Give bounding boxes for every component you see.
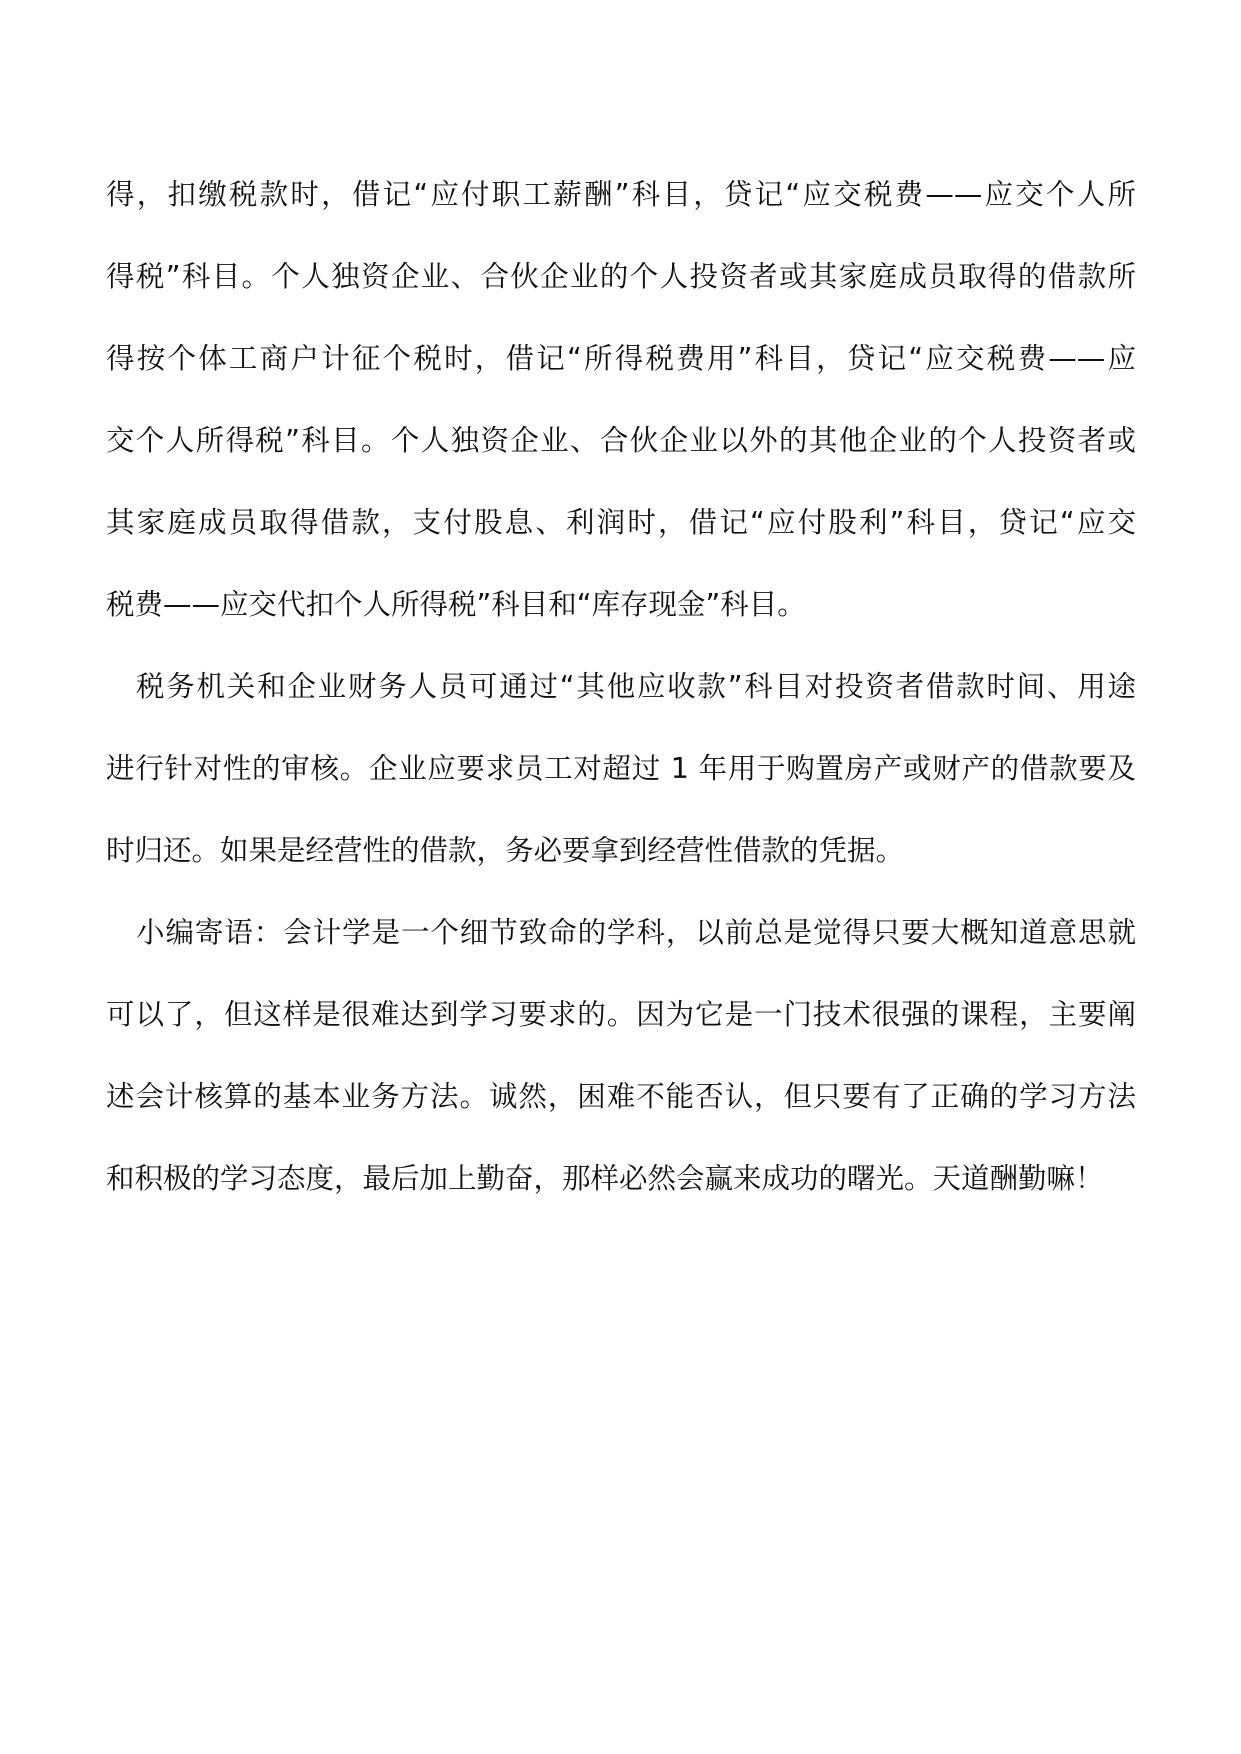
paragraph-3 [106, 892, 1136, 1220]
text-line: 其家庭成员取得借款，支付股息、利润时，借记“应付股利”科目，贷记“应交 [106, 506, 1136, 539]
paragraph-2 [106, 646, 1136, 892]
text-line: 得，扣缴税款时，借记“应付职工薪酬”科目，贷记“应交税费——应交个人所 [106, 178, 1136, 211]
text-line: 交个人所得税”科目。个人独资企业、合伙企业以外的其他企业的个人投资者或 [106, 424, 1136, 457]
text-line: 得税”科目。个人独资企业、合伙企业的个人投资者或其家庭成员取得的借款所 [106, 260, 1136, 293]
text-line: 税务机关和企业财务人员可通过“其他应收款”科目对投资者借款时间、用途 [136, 670, 1136, 703]
text-line: 述会计核算的基本业务方法。诚然，困难不能否认，但只要有了正确的学习方法 [106, 1080, 1136, 1113]
text-line: 进行针对性的审核。企业应要求员工对超过 1 年用于购置房产或财产的借款要及 [106, 752, 1136, 785]
document-body [106, 154, 1136, 1220]
text-line: 小编寄语：会计学是一个细节致命的学科，以前总是觉得只要大概知道意思就 [136, 916, 1136, 949]
text-line: 时归还。如果是经营性的借款，务必要拿到经营性借款的凭据。 [106, 834, 905, 867]
text-line: 可以了，但这样是很难达到学习要求的。因为它是一门技术很强的课程，主要阐 [106, 998, 1136, 1031]
paragraph-1 [106, 154, 1136, 646]
text-line: 和积极的学习态度，最后加上勤奋，那样必然会赢来成功的曙光。天道酬勤嘛！ [106, 1162, 1104, 1195]
text-line: 得按个体工商户计征个税时，借记“所得税费用”科目，贷记“应交税费——应 [106, 342, 1136, 375]
text-line: 税费——应交代扣个人所得税”科目和“库存现金”科目。 [106, 588, 806, 621]
